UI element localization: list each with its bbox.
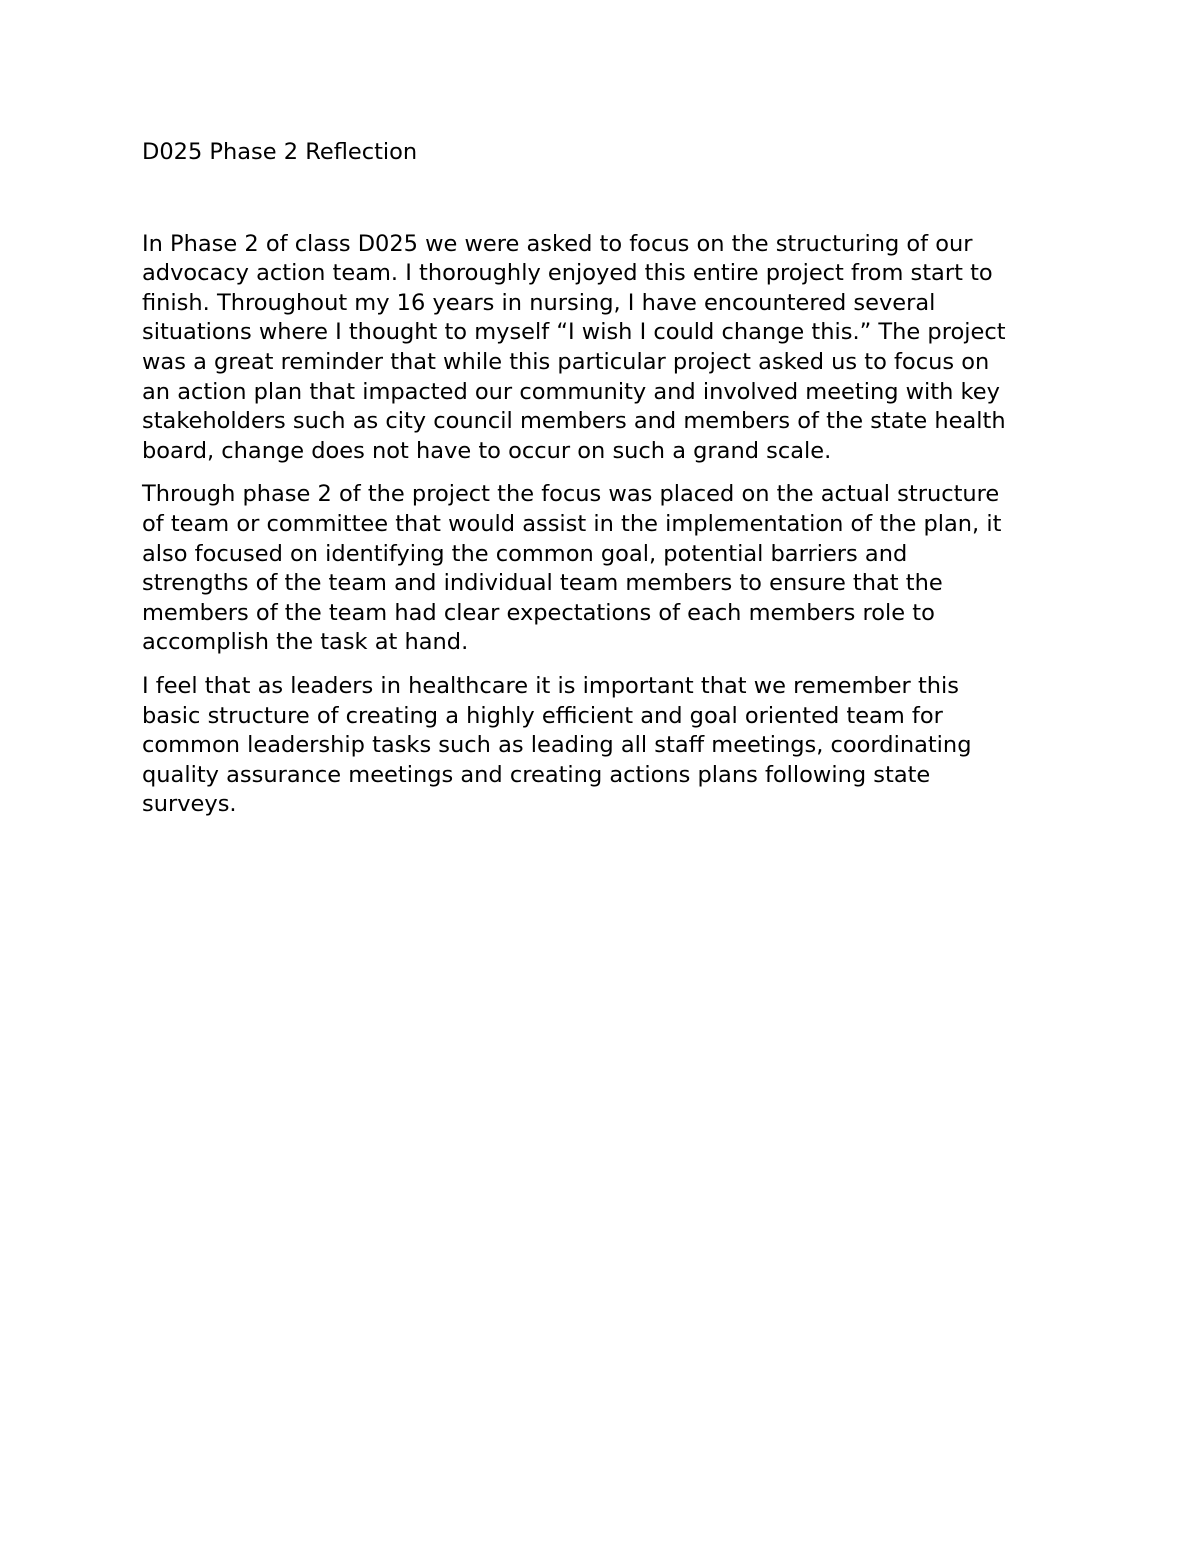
paragraph-line: advocacy action team. I thoroughly enjoyed this entire project from start to — [142, 260, 993, 287]
paragraph-line: stakeholders such as city council members and members of the state health — [142, 408, 1006, 435]
paragraph-line: basic structure of creating a highly efficient and goal oriented team for — [142, 702, 943, 729]
paragraph-line: surveys. — [142, 791, 237, 818]
paragraph-line: Through phase 2 of the project the focus was placed on the actual structure — [142, 481, 1000, 508]
paragraph-3 — [142, 672, 1062, 820]
paragraph-1 — [142, 230, 1062, 467]
paragraph-line: accomplish the task at hand. — [142, 629, 469, 656]
paragraph-line: common leadership tasks such as leading all staff meetings, coordinating — [142, 732, 972, 759]
paragraph-line: of team or committee that would assist in the implementation of the plan, it — [142, 510, 1002, 537]
paragraph-2 — [142, 480, 1062, 658]
paragraph-line: also focused on identifying the common goal, potential barriers and — [142, 540, 908, 567]
paragraph-line: members of the team had clear expectations of each members role to — [142, 599, 935, 626]
paragraph-line: I feel that as leaders in healthcare it is important that we remember this — [142, 672, 959, 699]
paragraph-line: situations where I thought to myself “I wish I could change this.” The project — [142, 319, 1006, 346]
document-title: D025 Phase 2 Reflection — [142, 139, 418, 165]
document-body — [142, 138, 1062, 820]
paragraph-line: board, change does not have to occur on such a grand scale. — [142, 437, 832, 464]
paragraph-line: was a great reminder that while this particular project asked us to focus on — [142, 348, 990, 375]
paragraph-line: an action plan that impacted our community and involved meeting with key — [142, 378, 1000, 405]
paragraph-line: In Phase 2 of class D025 we were asked to focus on the structuring of our — [142, 230, 973, 257]
paragraph-line: finish. Throughout my 16 years in nursing, I have encountered several — [142, 289, 936, 316]
paragraph-line: quality assurance meetings and creating actions plans following state — [142, 761, 931, 788]
paragraph-line: strengths of the team and individual team members to ensure that the — [142, 570, 943, 597]
